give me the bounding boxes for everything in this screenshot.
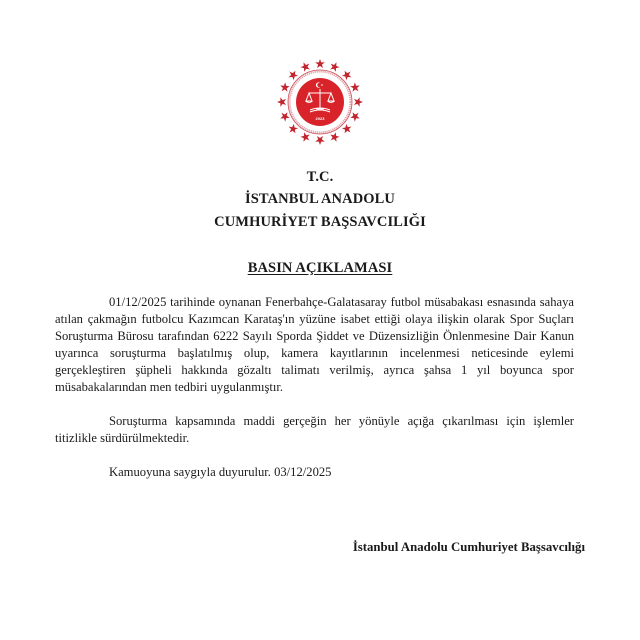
paragraph-investigation: Soruşturma kapsamında maddi gerçeğin her yönüyle açığa çıkarılması için işlemler titizlikle sürdürülmektedir. [55, 414, 574, 445]
svg-text:2023: 2023 [315, 116, 325, 121]
paragraph-incident: 01/12/2025 tarihinde oynanan Fenerbahçe-Galatasaray futbol müsabakası esnasında sahaya atılan çakmağın futbolcu Kazımcan Karataş'ın yüzüne isabet ettiği olaya ilişkin olarak Spor Suçları Soruşturma Bürosu tarafından 6222 Sayılı Sporda Şiddet ve Düzensizliğin Önlenmesine Dair Kanun uyarınca soruşturma başlatılmış olup, kamera kayıtlarının incelenmesi neticesinde eylemi gerçekleştiren şüpheli hakkında gözaltı talimatı verilmiş, ayrıca şahsa 1 yıl boyunca spor müsabakalarından men tedbiri uygulanmıştır. [55, 295, 574, 394]
signature: İstanbul Anadolu Cumhuriyet Başsavcılığı [352, 540, 585, 554]
paragraph-announcement: Kamuoyuna saygıyla duyurulur. 03/12/2025 [109, 465, 332, 479]
document-title: BASIN AÇIKLAMASI [247, 260, 393, 276]
prosecutor-seal-icon [274, 56, 366, 148]
header-city: İSTANBUL ANADOLU [245, 191, 395, 207]
header-tc: T.C. [306, 169, 334, 185]
header-office: CUMHURİYET BAŞSAVCILIĞI [214, 214, 426, 230]
